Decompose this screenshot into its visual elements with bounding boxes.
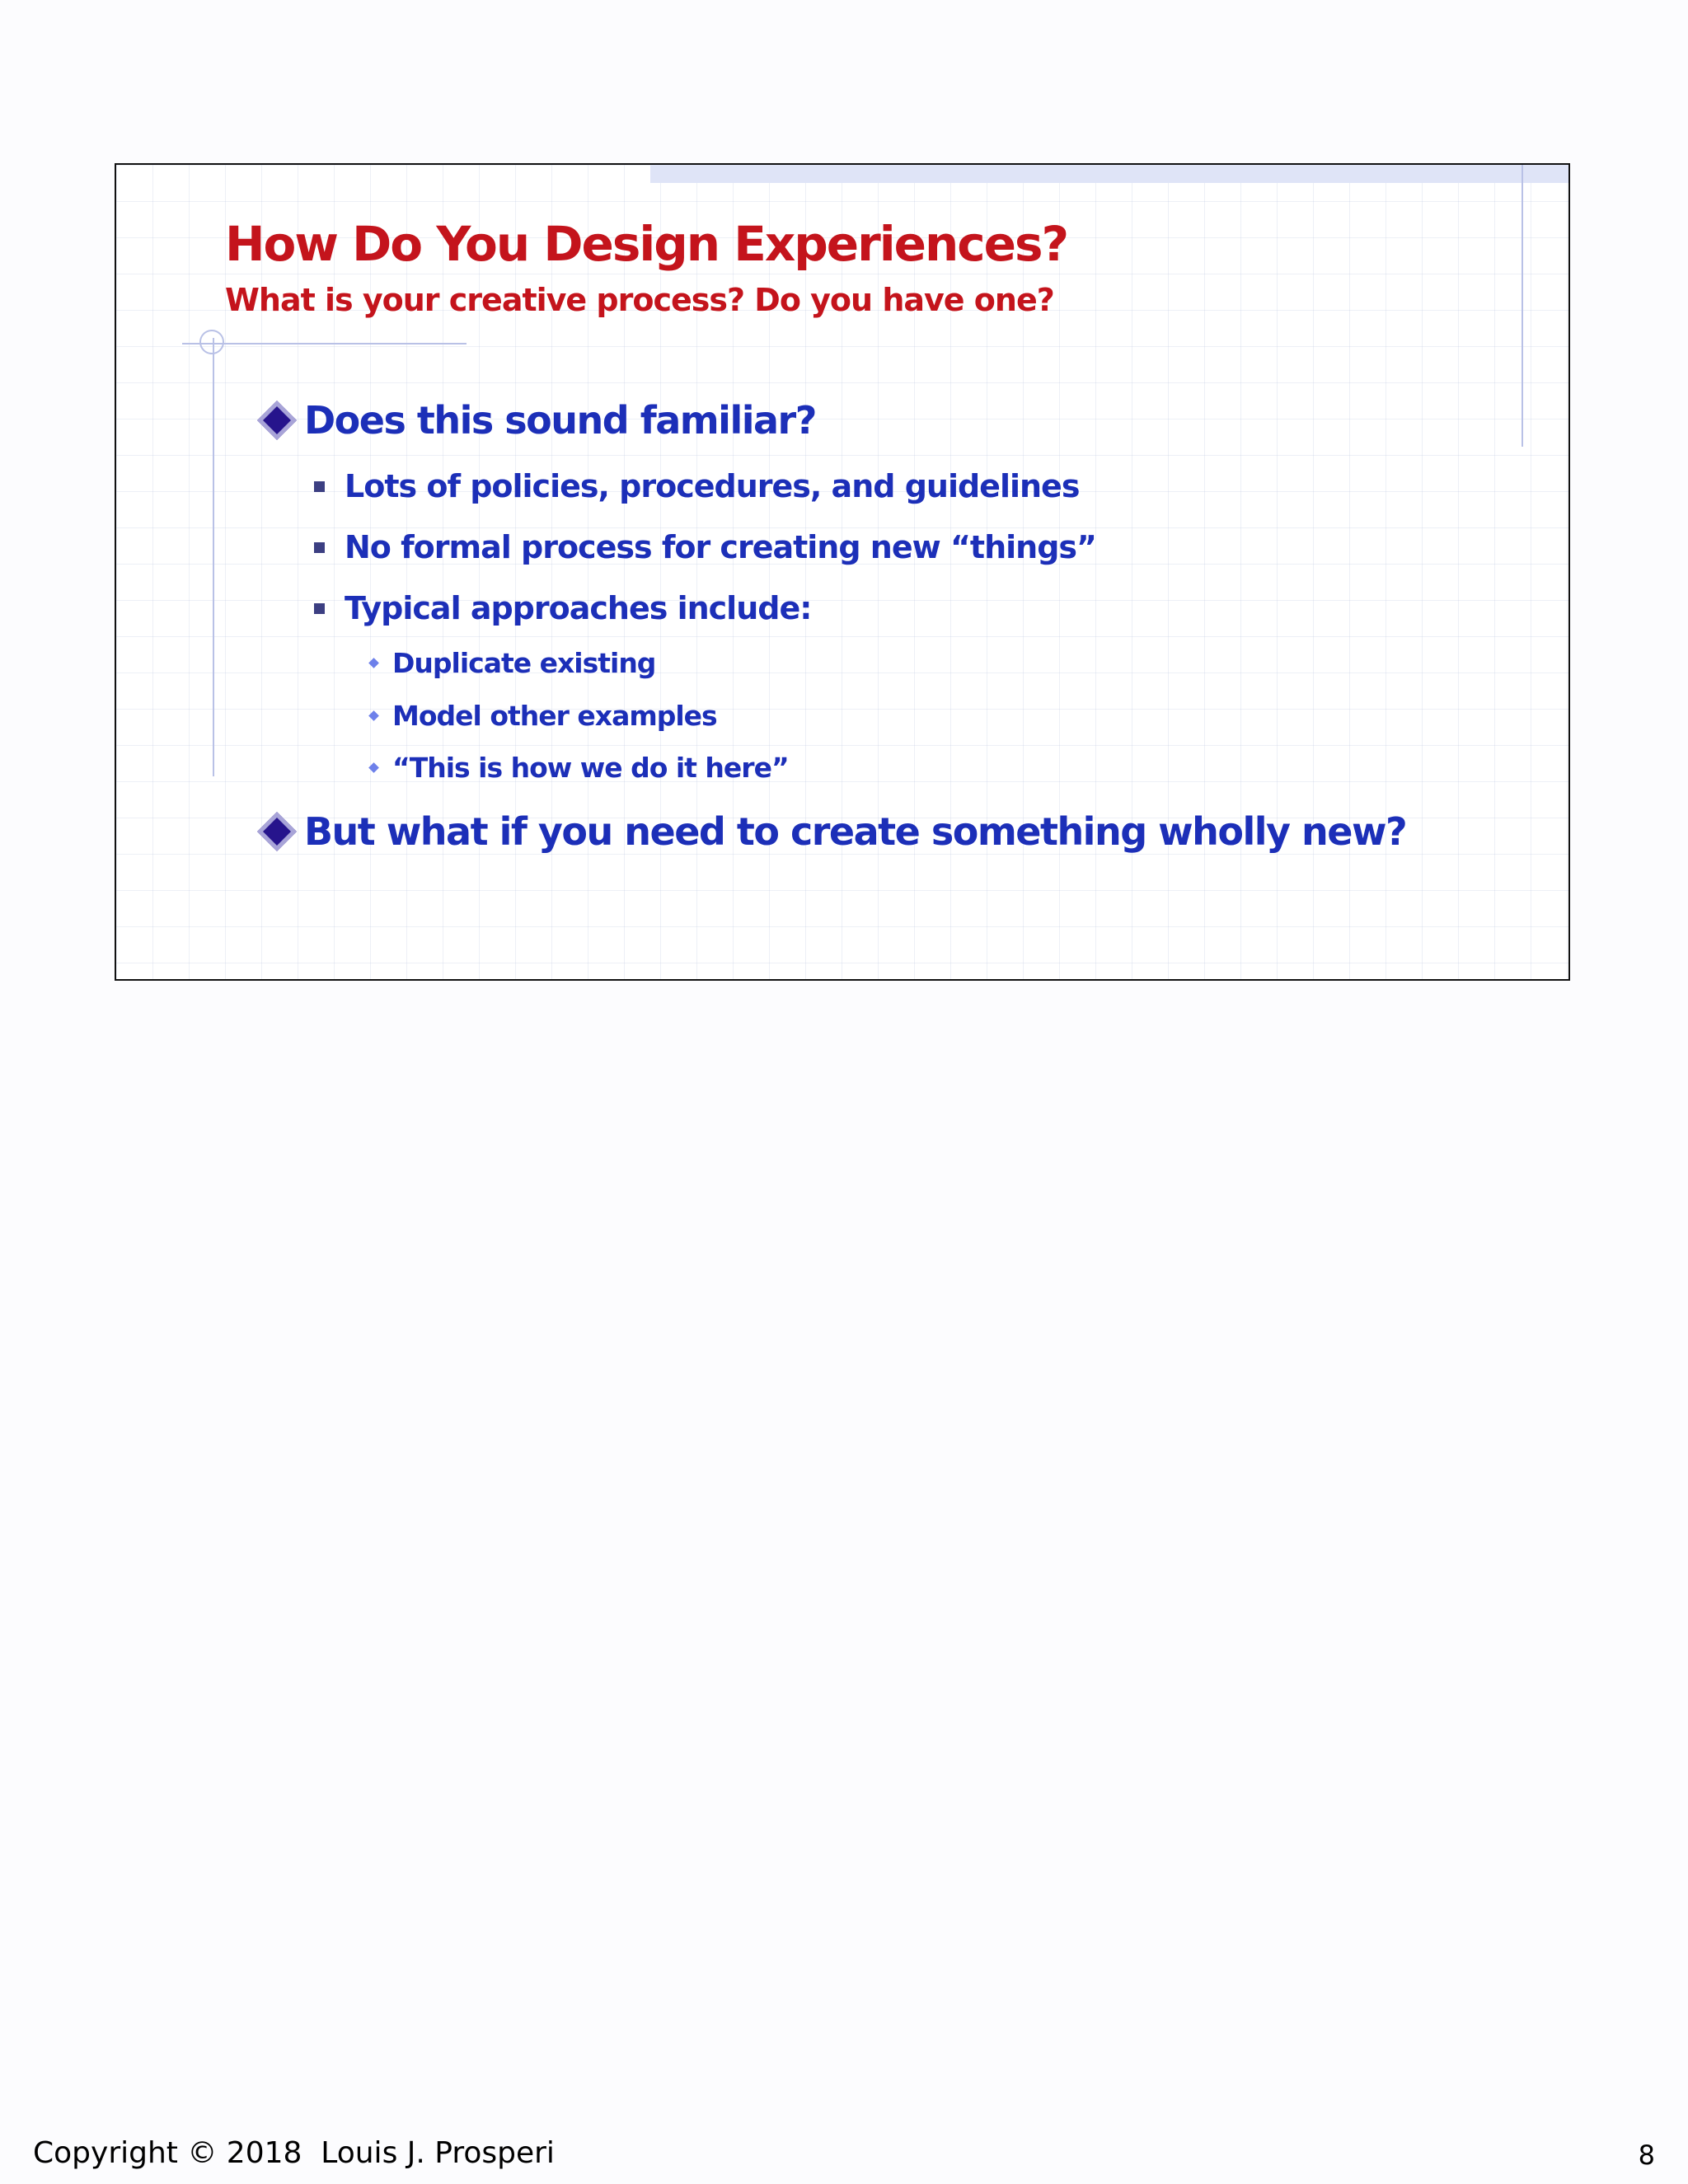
crosshair-circle-icon — [199, 330, 224, 354]
footer-copyright: Copyright © 2018 Louis J. Prosperi — [33, 2136, 555, 2170]
decorative-vertical-line-right — [1522, 165, 1523, 447]
bullet-text: No formal process for creating new “things” — [345, 529, 1097, 565]
decorative-vertical-line-left — [213, 338, 214, 776]
bullet-text: But what if you need to create something wholly new? — [304, 809, 1407, 854]
bullet-level3 — [370, 752, 789, 784]
decorative-top-band — [650, 165, 1568, 183]
bullet-level2 — [314, 468, 1079, 504]
page-number: 8 — [1638, 2139, 1655, 2171]
small-diamond-bullet-icon — [368, 710, 379, 721]
bullet-level2 — [314, 529, 1096, 565]
bullet-level3 — [370, 647, 655, 679]
bullet-text: “This is how we do it here” — [392, 752, 789, 784]
square-bullet-icon — [314, 481, 325, 492]
bullet-text: Does this sound familiar? — [304, 398, 816, 443]
small-diamond-bullet-icon — [368, 658, 379, 668]
bullet-text: Lots of policies, procedures, and guidelines — [345, 468, 1080, 504]
bullet-text: Duplicate existing — [392, 647, 656, 679]
diamond-bullet-icon — [257, 812, 297, 851]
bullet-level1 — [263, 809, 1406, 854]
slide-subtitle: What is your creative process? Do you have one? — [225, 282, 1054, 318]
bullet-text: Model other examples — [392, 700, 717, 732]
diamond-bullet-icon — [257, 401, 297, 440]
bullet-level2 — [314, 590, 811, 626]
decorative-horizontal-line — [182, 343, 467, 344]
bullet-level1 — [263, 398, 816, 443]
square-bullet-icon — [314, 603, 325, 614]
slide-title: How Do You Design Experiences? — [225, 216, 1068, 272]
bullet-text: Typical approaches include: — [345, 590, 812, 626]
bullet-level3 — [370, 700, 717, 732]
small-diamond-bullet-icon — [368, 762, 379, 773]
square-bullet-icon — [314, 542, 325, 553]
slide-frame — [115, 163, 1570, 981]
